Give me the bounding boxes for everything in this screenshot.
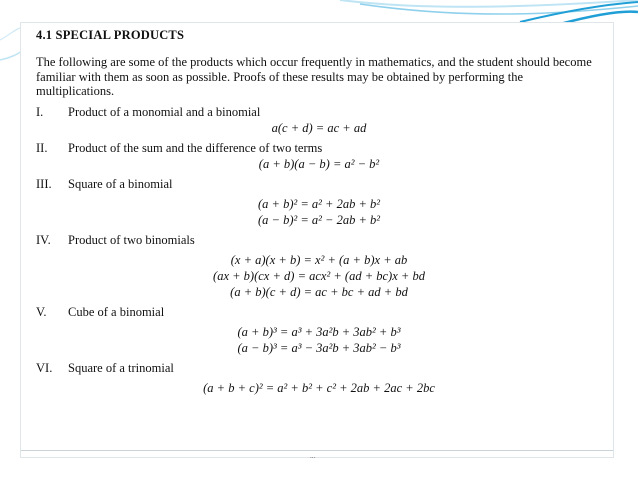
formula: a(c + d) = ac + ad xyxy=(271,120,367,135)
formula: (a + b)(c + d) = ac + bc + ad + bd xyxy=(230,284,408,299)
product-section xyxy=(36,176,602,228)
formula: (x + a)(x + b) = x² + (a + b)x + ab xyxy=(230,252,408,267)
bottom-rule xyxy=(21,450,613,457)
section-heading: Product of the sum and the difference of two terms xyxy=(68,140,323,155)
product-section xyxy=(36,104,602,136)
formula: (ax + b)(cx + d) = acx² + (ad + bc)x + bd xyxy=(213,268,425,283)
product-section xyxy=(36,140,602,172)
intro-paragraph: The following are some of the products which occur frequently in mathematics, and the student should become familiar with them as soon as possible. Proofs of these results may be obtained by performing the multiplications. xyxy=(36,55,592,98)
section-number: III. xyxy=(36,176,52,191)
section-number: IV. xyxy=(36,232,51,247)
formula: (a + b)² = a² + 2ab + b² xyxy=(257,196,381,211)
product-section xyxy=(36,304,602,356)
section-number: V. xyxy=(36,304,47,319)
section-number: VI. xyxy=(36,360,53,375)
section-heading: Product of a monomial and a binomial xyxy=(68,104,261,119)
section-heading: Square of a binomial xyxy=(68,176,173,191)
page-mark: ... xyxy=(310,452,316,460)
document-page xyxy=(20,22,614,458)
section-number: I. xyxy=(36,104,44,119)
section-number: II. xyxy=(36,140,48,155)
product-section xyxy=(36,360,602,396)
product-section xyxy=(36,232,602,300)
section-heading: Square of a trinomial xyxy=(68,360,174,375)
formula: (a − b)³ = a³ − 3a²b + 3ab² − b³ xyxy=(237,340,401,355)
section-heading: Product of two binomials xyxy=(68,232,195,247)
formula: (a + b)³ = a³ + 3a²b + 3ab² + b³ xyxy=(237,324,401,339)
formula: (a + b)(a − b) = a² − b² xyxy=(258,156,380,171)
formula: (a + b + c)² = a² + b² + c² + 2ab + 2ac + 2bc xyxy=(203,380,435,395)
section-title: 4.1 SPECIAL PRODUCTS xyxy=(36,28,185,42)
formula: (a − b)² = a² − 2ab + b² xyxy=(257,212,381,227)
section-heading: Cube of a binomial xyxy=(68,304,165,319)
